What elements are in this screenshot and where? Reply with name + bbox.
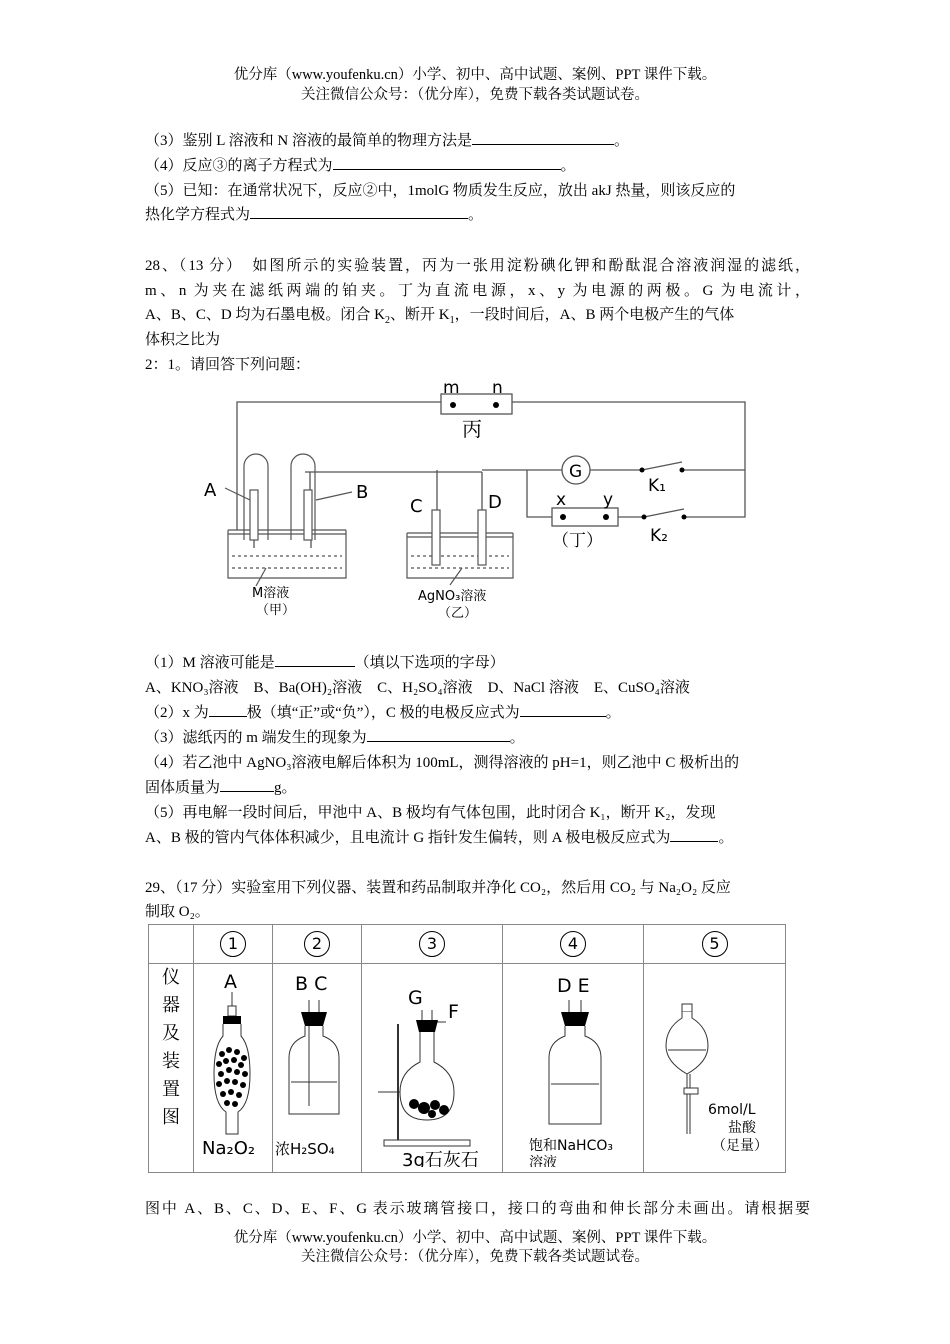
- answer-blank[interactable]: [520, 702, 606, 717]
- label-bing: 丙: [462, 417, 482, 441]
- port-a-label: A: [224, 971, 237, 993]
- answer-blank[interactable]: [472, 130, 614, 145]
- h2so4-label: 浓H₂SO₄: [275, 1140, 335, 1158]
- table-header-1: 1: [194, 925, 273, 964]
- label-m: m: [443, 378, 460, 398]
- drying-tube-icon: [194, 964, 272, 1167]
- q28-line2: m、n 为夹在滤纸两端的铂夹。丁为直流电源，x、y 为电源的两极。G 为电流计，: [145, 283, 810, 299]
- footer-line-1: 优分库（www.youfenku.cn）小学、初中、高中试题、案例、PPT 课件下载。: [233, 1230, 717, 1246]
- q28-line1: 28、（13 分） 如图所示的实验装置，丙为一张用淀粉碘化钾和酚酞混合溶液润湿的滤纸，: [145, 258, 810, 274]
- m-solution-label: M溶液: [252, 586, 290, 601]
- q29-line1: 29、（17 分）实验室用下列仪器、装置和药品制取并净化 CO₂，然后用 CO₂ 与 Na₂O₂ 反应: [145, 880, 731, 896]
- table-header-3: 3: [362, 925, 503, 964]
- ports-bc-label: B C: [295, 973, 328, 995]
- apparatus-3: [362, 964, 503, 1173]
- q28-line5: 2：1。请回答下列问题：: [145, 357, 311, 373]
- label-x: x: [556, 490, 567, 510]
- nahco3-label-1: 饱和NaHCO₃: [529, 1138, 613, 1154]
- cell-jia-label: （甲）: [256, 603, 296, 618]
- q28-sub4-line1: （4）若乙池中 AgNO₃溶液电解后体积为 100mL，测得溶液的 pH=1，则乙池中 C 极析出的: [145, 755, 740, 771]
- table-corner: [149, 925, 194, 964]
- answer-blank[interactable]: [670, 827, 718, 842]
- row-label: 仪 器 及 装 置 图: [149, 964, 194, 1173]
- q27-part4: （4）反应③的离子方程式为 。: [145, 154, 810, 175]
- cell-yi: [407, 510, 513, 585]
- q28-sub3: （3）滤纸丙的 m 端发生的现象为 。: [145, 726, 810, 747]
- wash-bottle-icon: [273, 964, 361, 1167]
- apparatus-table: [148, 924, 786, 1173]
- answer-blank[interactable]: [275, 652, 355, 667]
- na2o2-label: Na₂O₂: [202, 1138, 256, 1159]
- label-y: y: [603, 490, 614, 510]
- q28-sub1: （1）M 溶液可能是 （填以下选项的字母）: [145, 651, 810, 672]
- nahco3-bottle-icon: [503, 964, 643, 1167]
- answer-blank[interactable]: [209, 702, 247, 717]
- answer-blank[interactable]: [333, 155, 561, 170]
- hcl-label-1: 6mol/L: [708, 1102, 756, 1118]
- q27-part5-line2: 热化学方程式为 。: [145, 203, 810, 224]
- cell-yi-label: （乙）: [438, 606, 478, 621]
- hcl-label-3: （足量）: [712, 1138, 768, 1154]
- q28-sub4-line2: 固体质量为 g。: [145, 776, 810, 797]
- ports-de-label: D E: [557, 975, 590, 997]
- q29-line2: 制取 O₂。: [145, 904, 210, 920]
- electrode-a-label: A: [204, 480, 217, 501]
- footer-line-2: 关注微信公众号：（优分库），免费下载各类试题试卷。: [301, 1249, 649, 1265]
- port-f-label: F: [448, 1001, 459, 1023]
- flask-stand-icon: [362, 964, 502, 1167]
- limestone-label: 3g石灰石: [402, 1150, 479, 1167]
- electrolysis-diagram: [190, 375, 760, 630]
- q28-sub5-line1: （5）再电解一段时间后，甲池中 A、B 极均有气体包围，此时闭合 K₁，断开 K₂，发现: [145, 805, 716, 821]
- answer-blank[interactable]: [250, 204, 468, 219]
- table-header-5: 5: [644, 925, 786, 964]
- q28-line4: 体积之比为: [145, 332, 221, 348]
- label-ding: （丁）: [552, 531, 603, 551]
- apparatus-4: [503, 964, 644, 1173]
- q28-options: A、KNO₃溶液 B、Ba(OH)₂溶液 C、H₂SO₄溶液 D、NaCl 溶液 E、CuSO₄溶液: [145, 680, 690, 696]
- apparatus-1: [194, 964, 273, 1173]
- cell-jia: [225, 454, 352, 586]
- answer-blank[interactable]: [220, 777, 274, 792]
- label-g: G: [569, 462, 583, 482]
- electrode-b-label: B: [356, 482, 369, 503]
- nahco3-label-2: 溶液: [529, 1155, 557, 1167]
- answer-blank[interactable]: [367, 727, 510, 742]
- q28-sub5-line2: A、B 极的管内气体体积减少，且电流计 G 指针发生偏转，则 A 极电极反应式为 。: [145, 826, 810, 847]
- funnel-icon: [644, 964, 784, 1167]
- q28-sub2: （2）x 为 极（填“正”或“负”），C 极的电极反应式为 。: [145, 701, 810, 722]
- label-k1: K₁: [648, 476, 666, 496]
- table-header-2: 2: [273, 925, 362, 964]
- header-line-2: 关注微信公众号：（优分库），免费下载各类试题试卷。: [301, 87, 649, 103]
- table-header-4: 4: [503, 925, 644, 964]
- agno3-solution-label: AgNO₃溶液: [418, 589, 487, 604]
- port-g-label: G: [408, 987, 423, 1009]
- electrode-d-label: D: [488, 492, 502, 513]
- q28-line3: A、B、C、D 均为石墨电极。闭合 $K_2$、断开 $K_1$，一段时间后，A、B 两个电极产生的气体: [145, 307, 735, 326]
- header-line-1: 优分库（www.youfenku.cn）小学、初中、高中试题、案例、PPT 课件下载。: [233, 67, 717, 83]
- q27-part3: （3）鉴别 L 溶液和 N 溶液的最简单的物理方法是 。: [145, 129, 810, 150]
- electrode-c-label: C: [410, 496, 423, 517]
- apparatus-5: [644, 964, 786, 1173]
- apparatus-2: [273, 964, 362, 1173]
- q27-part5-line1: （5）已知：在通常状况下，反应②中，1molG 物质发生反应，放出 akJ 热量，则该反应的: [145, 183, 736, 199]
- hcl-label-2: 盐酸: [728, 1120, 756, 1136]
- q29-last-line: 图中 A、B、C、D、E、F、G 表示玻璃管接口，接口的弯曲和伸长部分未画出。请根据要: [145, 1201, 810, 1217]
- label-n: n: [492, 378, 503, 398]
- label-k2: K₂: [650, 526, 668, 546]
